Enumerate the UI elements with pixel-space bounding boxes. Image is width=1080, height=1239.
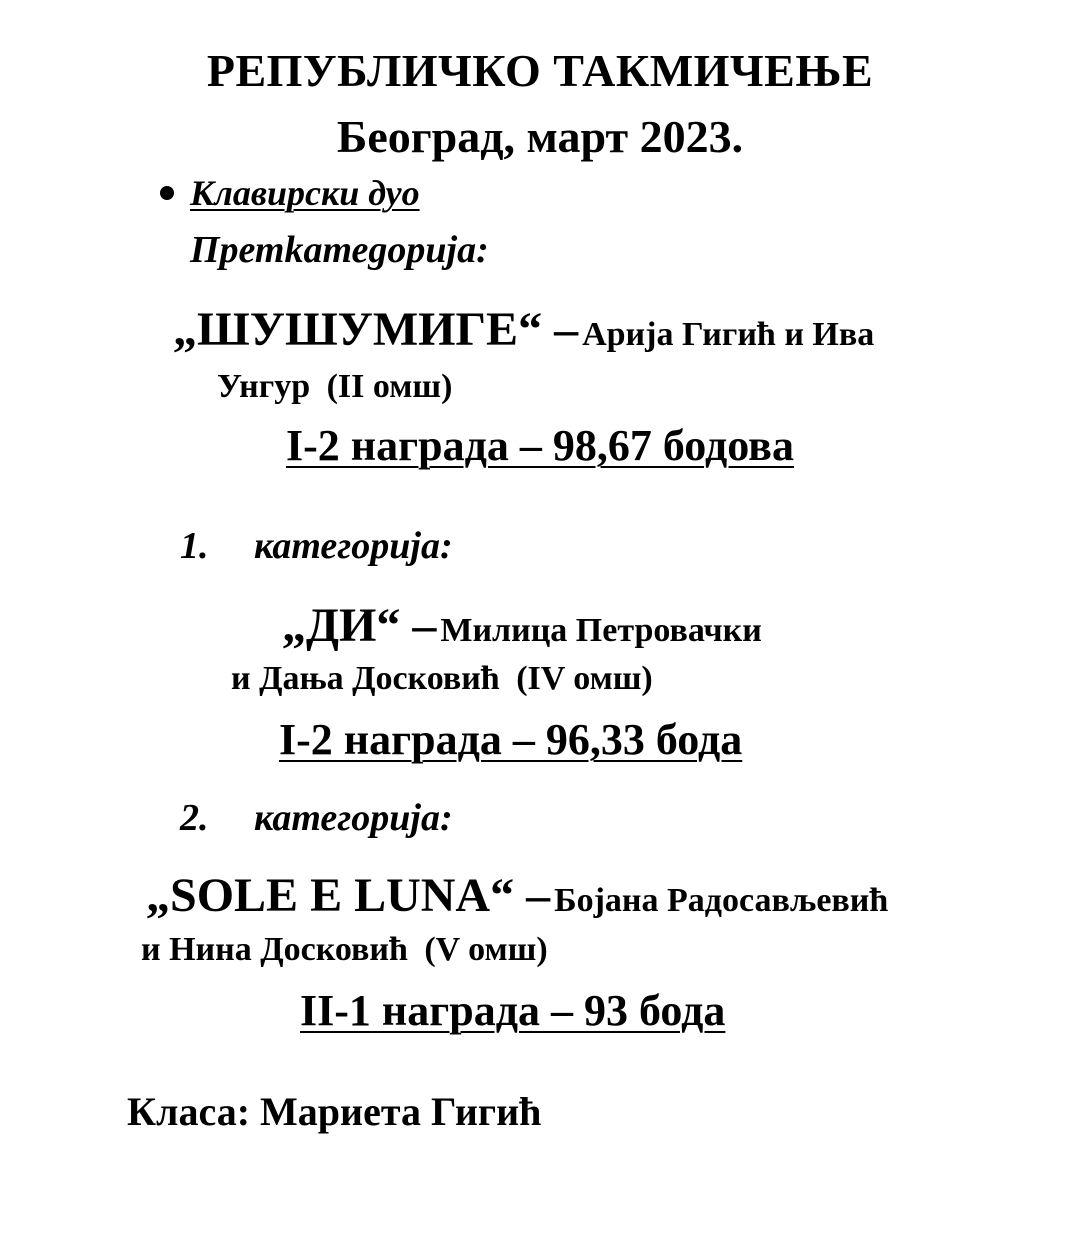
teacher-name: Мариета Гигић [260, 1089, 542, 1134]
ensemble-name: „ДИ“ – [282, 599, 437, 652]
ensemble-name: „SOLE E LUNA“ – [146, 869, 551, 922]
ensemble-line [146, 868, 888, 923]
members-line1: Арија Гигић и Ива [582, 316, 875, 353]
class-label: Класа: [127, 1089, 251, 1134]
category-heading [180, 524, 453, 568]
category-number: 2. [180, 797, 209, 839]
members-line1: Бојана Радосављевић [554, 882, 889, 919]
category-label-pre: Претkатеgорија: [190, 229, 489, 271]
members-names: и Дања Досковић [231, 660, 500, 697]
members-line2 [141, 931, 548, 969]
school: (IV омш) [516, 660, 653, 697]
members-names: и Нина Досковић [141, 931, 408, 968]
category-heading [180, 796, 453, 840]
members-line2 [231, 660, 653, 698]
prize-line: I-2 награда – 98,67 бодова [286, 421, 794, 470]
section-label: Клавирски дуо [190, 173, 420, 213]
location-date: Београд, март 2023. [336, 111, 744, 162]
members-names: Унгур [217, 368, 311, 405]
category-label: категорија: [254, 797, 453, 839]
section-heading [160, 172, 420, 214]
school: (V омш) [424, 931, 548, 968]
bullet-icon [160, 186, 174, 200]
members-line1: Милица Петровачки [440, 612, 762, 649]
members-line2 [217, 368, 452, 406]
prize-line: II-1 награда – 93 бода [300, 986, 726, 1035]
prize-line: I-2 награда – 96,33 бода [279, 715, 743, 764]
category-label: категорија: [254, 525, 453, 567]
ensemble-line [282, 598, 762, 653]
ensemble-name: „ШУШУМИГЕ“ – [173, 303, 579, 356]
class-footer [127, 1088, 541, 1135]
category-number: 1. [180, 525, 209, 567]
competition-title: РЕПУБЛИЧКО ТАКМИЧЕЊЕ [206, 45, 874, 96]
school: (II омш) [326, 368, 453, 405]
ensemble-line [173, 302, 874, 357]
